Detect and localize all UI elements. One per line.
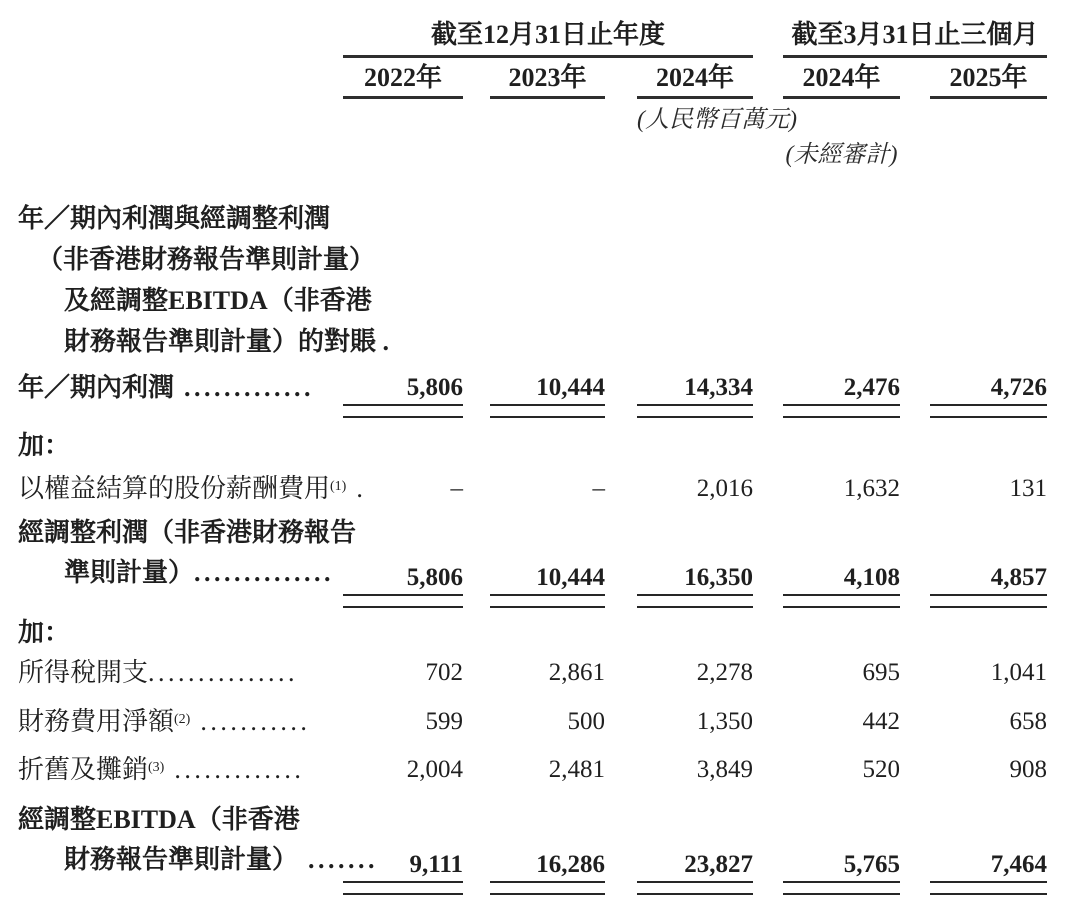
footnote-ref-1: (1): [330, 479, 347, 494]
value-text: 16,286: [536, 851, 605, 878]
cell-adjprofit-2024q1: [783, 563, 900, 593]
cell-profit-2025q1: [930, 373, 1047, 403]
period-group-header-row: [18, 18, 1080, 58]
leader-dots: ..............: [194, 558, 335, 587]
value-text: 4,108: [843, 564, 900, 591]
value-text: 14,334: [684, 374, 753, 401]
double-rule: [490, 404, 605, 418]
value-text: 16,350: [684, 564, 753, 591]
double-rule: [783, 594, 900, 608]
row-plus-2-label: 加：: [18, 618, 71, 647]
section-title-line-4: 財務報告準則計量）的對賬 .: [64, 327, 390, 356]
cell-tax-2025q1: 1,041: [990, 659, 1047, 686]
row-adjusted-profit: [18, 513, 1080, 593]
row-finance-costs: [18, 705, 1080, 737]
row-income-tax: [18, 658, 1080, 688]
leader-dots: ...............: [148, 658, 299, 687]
year-header-2024-q1: 2024年: [783, 63, 900, 99]
leader-dots: .............: [174, 373, 315, 402]
double-rule: [783, 881, 900, 895]
year-header-row: [18, 63, 1080, 99]
section-title-row-3: [18, 280, 1080, 321]
cell-ebitda-2024: [637, 850, 753, 880]
section-title-row-4: [18, 321, 1080, 362]
cell-adjprofit-2025q1: [930, 563, 1047, 593]
value-text: 5,806: [406, 374, 463, 401]
year-header-2025-q1: 2025年: [930, 63, 1047, 99]
row-adjusted-profit-label-line2: [18, 553, 343, 593]
cell-adjprofit-2023: [490, 563, 605, 593]
cell-fin-2024q1: 442: [862, 708, 900, 735]
row-depreciation-label: [18, 753, 343, 785]
footnote-ref-2: (2): [174, 712, 191, 727]
unaudited-note-row: [18, 141, 1080, 169]
row-adjusted-profit-label: [18, 513, 357, 593]
cell-sbc-2024: 2,016: [696, 475, 753, 502]
cell-fin-2023: 500: [567, 708, 605, 735]
cell-da-2022: 2,004: [406, 756, 463, 783]
cell-ebitda-2025q1: [930, 850, 1047, 880]
row-share-based-compensation: [18, 472, 1080, 504]
cell-sbc-2025q1: 131: [1009, 475, 1047, 502]
cell-fin-2022: 599: [425, 708, 463, 735]
cell-da-2025q1: 908: [1009, 756, 1047, 783]
value-text: 5,765: [843, 851, 900, 878]
row-plus-2: [18, 618, 1080, 648]
double-rule: [637, 881, 753, 895]
double-rule: [637, 404, 753, 418]
cell-profit-2024q1: [783, 373, 900, 403]
value-text: 5,806: [406, 564, 463, 591]
cell-sbc-2024q1: 1,632: [843, 475, 900, 502]
double-rule: [930, 594, 1047, 608]
cell-adjprofit-2024: [637, 563, 753, 593]
double-rule: [343, 594, 463, 608]
cell-ebitda-2023: [490, 850, 605, 880]
row-sbc-label-text: 以權益結算的股份薪酬費用: [18, 474, 331, 503]
double-rule: [343, 404, 463, 418]
row-profit-label: [18, 373, 343, 403]
cell-tax-2024q1: 695: [862, 659, 900, 686]
row-income-tax-label: [18, 658, 343, 688]
period-group-quarterly: 截至3月31日止三個月: [783, 18, 1047, 58]
value-text: 10,444: [536, 564, 605, 591]
row-profit-label-text: 年／期內利潤: [18, 373, 175, 402]
row-profit: [18, 373, 1080, 403]
row-finance-costs-label-text: 財務費用淨額: [18, 707, 175, 736]
cell-da-2024: 3,849: [696, 756, 753, 783]
leader-dots: .......: [298, 845, 379, 874]
cell-adjprofit-2022: [343, 563, 463, 593]
row-finance-costs-label: [18, 705, 343, 737]
double-rule: [490, 594, 605, 608]
row-plus-1: [18, 431, 1080, 461]
double-rule: [637, 594, 753, 608]
double-rule: [343, 881, 463, 895]
leader-dots: .............: [164, 755, 305, 784]
cell-fin-2025q1: 658: [1009, 708, 1047, 735]
leader-dots: ...........: [190, 707, 311, 736]
cell-profit-2023: [490, 373, 605, 403]
section-title-line-3: 及經調整EBITDA（非香港: [64, 286, 372, 315]
section-title-row-2: [18, 239, 1080, 280]
row-adjusted-ebitda-label: [18, 800, 379, 880]
row-income-tax-label-text: 所得稅開支: [18, 658, 149, 687]
cell-da-2024q1: 520: [862, 756, 900, 783]
value-text: 9,111: [409, 851, 463, 878]
value-text: 7,464: [990, 851, 1047, 878]
row-adjusted-profit-label-line1: 經調整利潤（非香港財務報告: [18, 518, 357, 547]
section-title-line-2: （非香港財務報告準則計量）: [37, 245, 376, 274]
value-text: 10,444: [536, 374, 605, 401]
row-adjusted-ebitda-label-line2: [18, 840, 379, 880]
row-depreciation: [18, 753, 1080, 785]
year-header-2023: 2023年: [490, 63, 605, 99]
row-depreciation-label-text: 折舊及攤銷: [18, 755, 149, 784]
cell-tax-2024: 2,278: [696, 659, 753, 686]
footnote-ref-3: (3): [148, 760, 165, 775]
cell-tax-2022: 702: [425, 659, 463, 686]
unit-note-row: [18, 106, 1080, 134]
period-group-annual: 截至12月31日止年度: [343, 18, 753, 58]
row-adjusted-ebitda-label-line1: 經調整EBITDA（非香港: [18, 805, 300, 834]
value-text: 2,476: [843, 374, 900, 401]
cell-ebitda-2022: [343, 850, 463, 880]
cell-profit-2022: [343, 373, 463, 403]
value-text: 23,827: [684, 851, 753, 878]
value-text: 4,857: [990, 564, 1047, 591]
double-rule: [783, 404, 900, 418]
cell-sbc-2023: –: [592, 475, 605, 502]
label-text: 財務報告準則計量）: [64, 845, 299, 874]
row-plus-1-label: 加：: [18, 431, 71, 460]
section-title-row-1: [18, 198, 1080, 239]
cell-sbc-2022: –: [450, 475, 463, 502]
value-text: 4,726: [990, 374, 1047, 401]
cell-ebitda-2024q1: [783, 850, 900, 880]
unaudited-note: (未經審計): [785, 142, 898, 168]
double-rule: [490, 881, 605, 895]
row-sbc-label: [18, 472, 367, 504]
cell-profit-2024: [637, 373, 753, 403]
row-adjusted-ebitda: [18, 800, 1080, 880]
cell-fin-2024: 1,350: [696, 708, 753, 735]
leader-dots: .: [346, 474, 367, 503]
currency-unit-note: (人民幣百萬元): [637, 107, 797, 133]
label-text: 準則計量）: [64, 558, 195, 587]
cell-da-2023: 2,481: [548, 756, 605, 783]
double-rule: [930, 404, 1047, 418]
section-title-line-1: 年／期內利潤與經調整利潤: [18, 204, 331, 233]
double-rule: [930, 881, 1047, 895]
cell-tax-2023: 2,861: [548, 659, 605, 686]
year-header-2022: 2022年: [343, 63, 463, 99]
year-header-2024: 2024年: [637, 63, 753, 99]
